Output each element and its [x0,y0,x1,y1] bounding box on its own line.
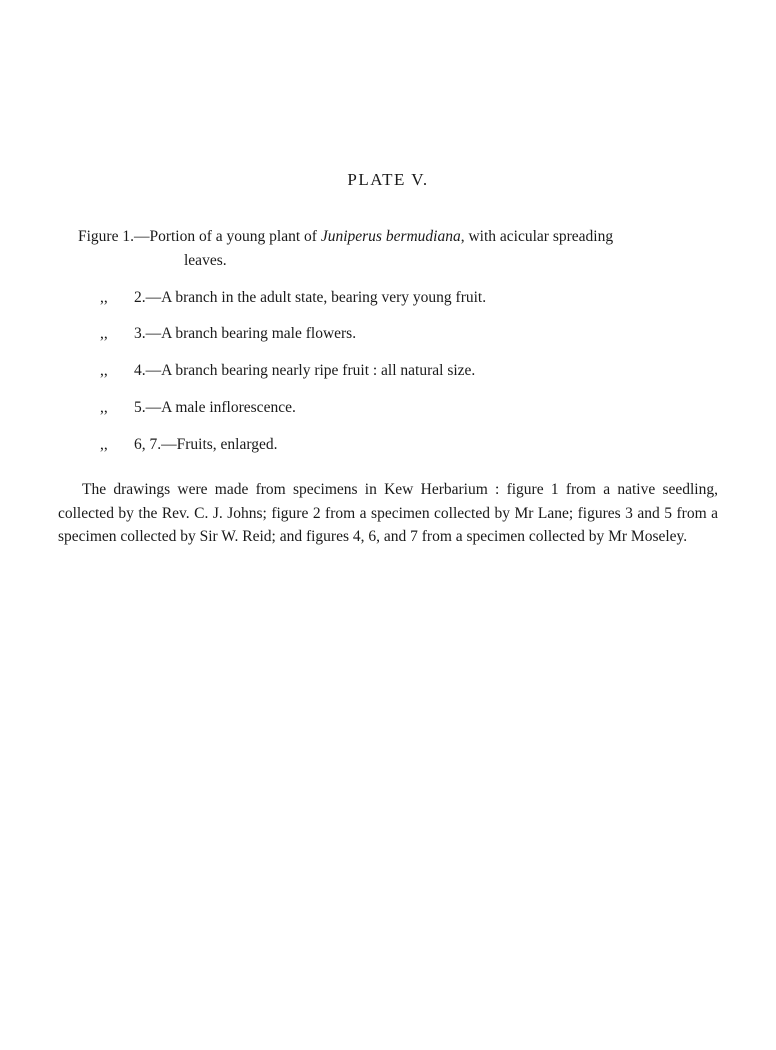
figure-caption-prefix: Figure 1.—Portion of a young plant of [78,228,321,245]
ditto-mark: ,, [100,362,108,379]
figure-caption-2 [100,287,486,309]
species-name: Juniperus bermudiana [320,228,461,245]
figure-caption-3 [100,323,356,345]
ditto-mark: ,, [100,436,108,453]
figure-caption-continuation: leaves. [184,252,227,269]
ditto-mark: ,, [100,325,108,342]
specimen-note-paragraph: The drawings were made from specimens in Kew Herbarium : figure 1 from a native seedling, collected by the Rev. C. J. Johns; figure 2 from a specimen collected by Mr Lane; figures 3 and 5 from a specimen collected by Sir W. Reid; and figures 4, 6, and 7 from a specimen collected by Mr Moseley. [58,481,718,545]
ditto-mark: ,, [100,399,108,416]
ditto-mark: ,, [100,289,108,306]
figure-caption-text: 2.—A branch in the adult state, bearing very young fruit. [134,289,487,306]
figure-caption-text: 4.—A branch bearing nearly ripe fruit : all natural size. [134,362,476,379]
figure-caption-text: 5.—A male inflorescence. [134,399,296,416]
figure-caption-text: 3.—A branch bearing male flowers. [134,325,357,342]
figure-caption-6-7 [100,434,278,456]
figure-caption-5 [100,397,296,419]
figure-caption-1 [78,226,718,272]
figure-caption-text: 6, 7.—Fruits, enlarged. [134,436,278,453]
figure-caption-suffix: , with acicular spreading [460,228,614,245]
plate-title: PLATE V. [347,170,429,189]
figure-caption-4 [100,360,475,382]
